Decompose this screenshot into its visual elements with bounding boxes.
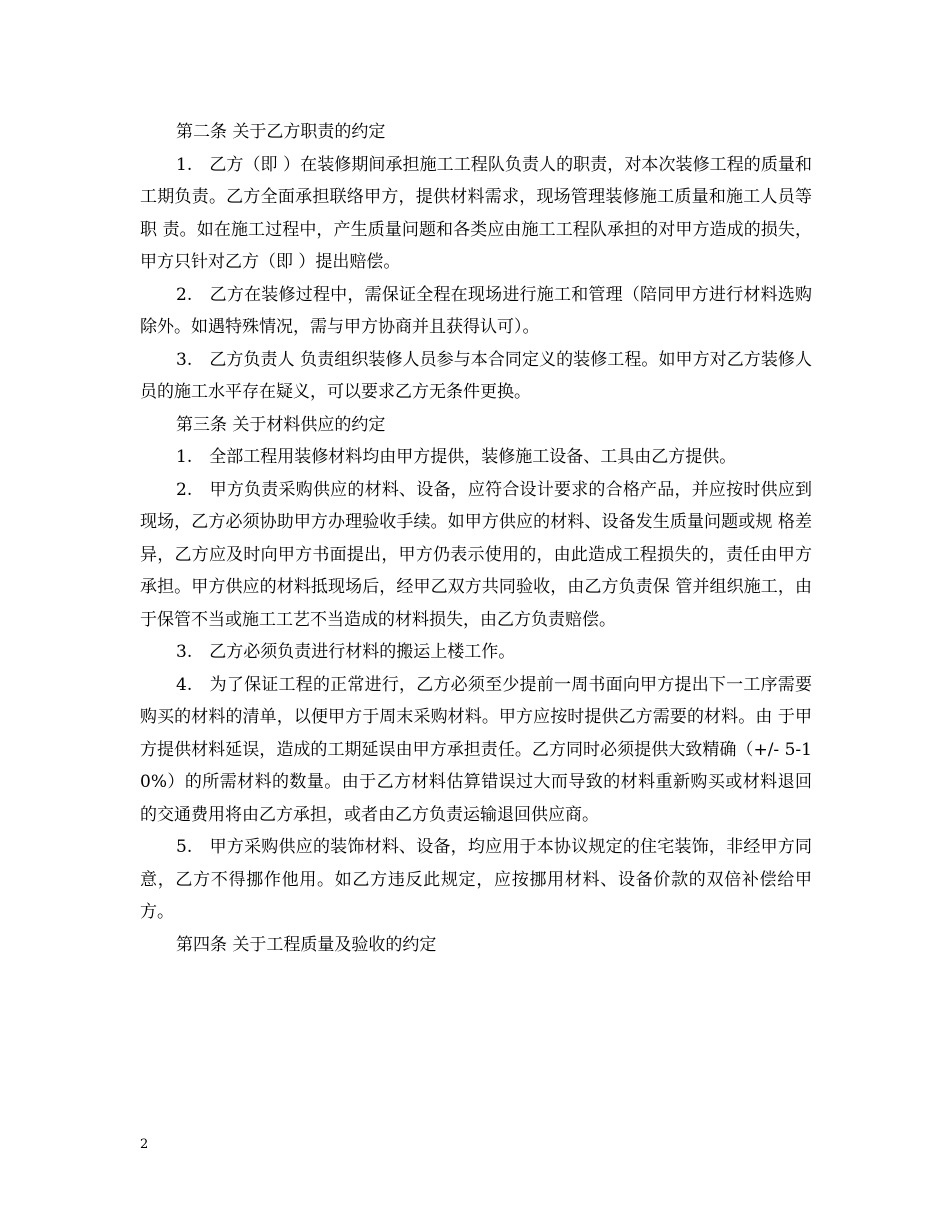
article-2-heading: 第二条 关于乙方职责的约定 [176,122,386,142]
article-3-heading: 第三条 关于材料供应的约定 [176,414,386,435]
page-number: 2 [140,1137,149,1152]
article-3-clause-1: 1. 全部工程用装修材料均由甲方提供，装修施工设备、工具由乙方提供。 [176,447,737,467]
article-2-clause-2: 2. 乙方在装修过程中，需保证全程在现场进行施工和管理（陪同甲方进行材料选购除外。如遇特殊情况，需与甲方协商并且获得认可）。 [140,284,812,337]
article-3-clause-4: 4. 为了保证工程的正常进行，乙方必须至少提前一周书面向甲方提出下一工序需要购买的材料的清单，以便甲方于周末采购材料。甲方应按时提供乙方需要的材料。由 于甲方提供材料延误，造成的工期延误由甲方承担责任。乙方同时必须提供大致精确（+/- 5-10%）的所需材料的数量。由于乙方材料估算错误过大而导致的材料重新购买或材料退回的交通费用将由乙方承担，或者由乙方负责运输退回供应商。 [140,674,812,825]
article-3-clause-3: 3. 乙方必须负责进行材料的搬运上楼工作。 [176,642,516,662]
article-4-heading: 第四条 关于工程质量及验收的约定 [176,934,437,955]
article-2-clause-3: 3. 乙方负责人 负责组织装修人员参与本合同定义的装修工程。如甲方对乙方装修人员的施工水平存在疑义，可以要求乙方无条件更换。 [140,349,812,402]
article-3-clause-5: 5. 甲方采购供应的装饰材料、设备，均应用于本协议规定的住宅装饰，非经甲方同意，乙方不得挪作他用。如乙方违反此规定，应按挪用材料、设备价款的双倍补偿给甲方。 [140,837,812,922]
document-body [140,116,812,961]
article-3-clause-2: 2. 甲方负责采购供应的材料、设备，应符合设计要求的合格产品，并应按时供应到现场，乙方必须协助甲方办理验收手续。如甲方供应的材料、设备发生质量问题或规 格差异，乙方应及时向甲方书面提出，甲方仍表示使用的，由此造成工程损失的，责任由甲方承担。甲方供应的材料抵现场后，经甲乙双方共同验收，由乙方负责保 管并组织施工，由于保管不当或施工工艺不当造成的材料损失，由乙方负责赔偿。 [140,479,812,630]
article-2-clause-1: 1. 乙方（即 ）在装修期间承担施工工程队负责人的职责，对本次装修工程的质量和工期负责。乙方全面承担联络甲方，提供材料需求，现场管理装修施工质量和施工人员等职 责。如在施工过程中，产生质量问题和各类应由施工工程队承担的对甲方造成的损失，甲方只针对乙方（即 ）提出赔偿。 [140,154,812,272]
